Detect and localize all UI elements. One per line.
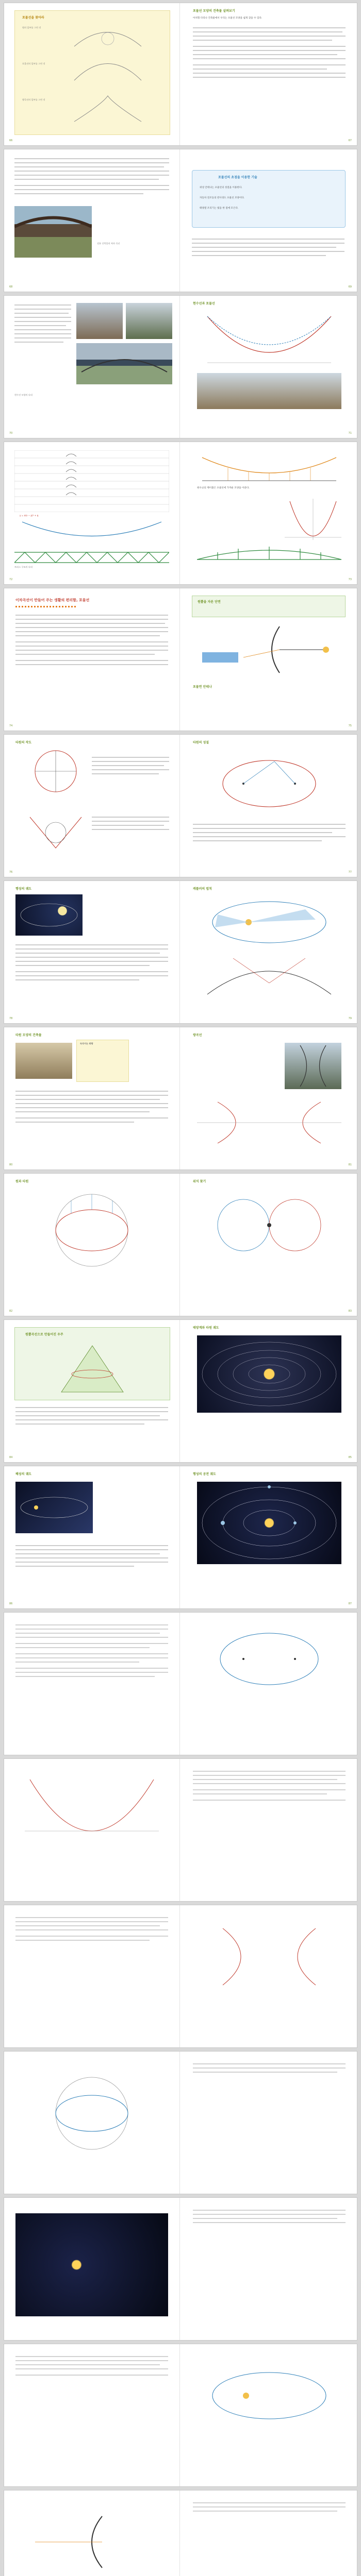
page-right [182,1613,357,1755]
kepler-diagram [202,896,336,948]
spread-18 [4,2490,357,2576]
section-heading: 원과 타원 [15,1180,29,1183]
folio: 85 [348,1456,352,1459]
spread-5 [4,588,357,731]
folio: 70 [9,432,13,435]
text-lines-decoration [15,1405,168,1442]
section-heading: 행성의 공전 궤도 [193,1472,216,1476]
folio: 69 [348,285,352,289]
folio: 81 [348,1163,352,1166]
ellipse-diagram [212,1628,326,1690]
suspension-diagram [197,452,341,483]
hyperbola-diagram [197,1099,341,1146]
space-photo [15,2213,168,2316]
section-heading: 케플러의 법칙 [193,887,212,891]
text-lines-decoration [15,1623,168,1741]
text-lines-decoration [15,2354,168,2473]
callout-title: 포물선의 초점을 이용한 기술 [218,176,257,179]
bridge-caption: 트러스 구조의 다리 [14,566,33,568]
spread-7 [4,881,357,1023]
page-72 [4,442,180,584]
folio: 84 [9,1456,13,1459]
section-heading: 현수선과 포물선 [193,302,215,306]
truss-bridge-2 [197,545,341,561]
folio: 74 [9,724,13,727]
parabola-graph [25,1774,159,1836]
hyperbola-diagram [202,1926,336,1988]
page-85 [182,1320,357,1462]
text-lines-decoration [15,613,168,690]
text-lines-decoration [15,943,168,994]
section-heading: 타원의 작도 [15,741,32,744]
section-heading: 타원의 성질 [193,741,209,744]
kepler-diagram [202,2365,336,2427]
text-lines-decoration [14,303,71,380]
folio: 87 [348,1602,352,1605]
page-right [182,2344,357,2486]
page-68 [4,149,180,292]
table-box [76,1040,129,1082]
note-text: 현수교의 케이블은 포물선에 가까운 모양을 이룬다. [197,487,250,489]
callout-item-1: 위성 안테나는 포물선의 성질을 이용한다. [200,187,242,189]
folio: 72 [9,578,13,581]
arch-bridge-photo [197,373,341,409]
spread-15 [4,2052,357,2194]
ellipse-diagram [212,755,326,812]
spread-14 [4,1905,357,2047]
page-right [182,2052,357,2194]
planet-orbits-icon [197,1335,341,1413]
quiz-item-1: 원의 일부를 그린 것 [22,26,41,29]
circle-ellipse-diagram [40,2072,143,2155]
page-86 [4,1466,180,1608]
spread-3 [4,296,357,438]
box-title: 원뿔을 자른 단면 [198,600,221,604]
text-lines-decoration [92,755,169,848]
folio: 82 [9,1310,13,1313]
callout-box [192,170,346,228]
truss-bridge-1 [14,548,169,564]
quiz-box [14,10,170,135]
planet-orbits-icon [197,1482,341,1564]
paragraph: 아치형 다리나 건축물에서 우리는 포물선 모양을 쉽게 찾을 수 있다. [193,17,262,20]
page-left [4,1613,180,1755]
page-71 [182,296,357,438]
function-table [14,450,169,512]
page-left [4,2198,180,2340]
text-lines-decoration [15,1916,168,2034]
text-lines-decoration [192,237,344,278]
folio: 75 [348,724,352,727]
page-83 [182,1174,357,1316]
page-left [4,2052,180,2194]
ellipse-construction-2 [25,807,87,853]
page-81 [182,1027,357,1170]
page-79 [182,881,357,1023]
page-66 [4,3,180,145]
page-75 [182,588,357,731]
roof-curve-icon [14,211,92,232]
page-69 [182,149,357,292]
callout-item-3: 태양열 조리기는 빛을 한 점에 모은다. [200,207,239,210]
callout-box [14,1327,170,1400]
spread-12 [4,1613,357,1755]
page-82 [4,1174,180,1316]
callout-item-2: 자동차 전조등의 반사경도 포물선 모양이다. [200,197,245,199]
folio: 73 [348,578,352,581]
page-80 [4,1027,180,1170]
spread-1 [4,3,357,145]
bridge-photo-1 [76,303,123,339]
comet-orbit-icon [15,1482,93,1533]
section-heading: 혜성의 궤도 [15,1472,32,1476]
building-photo [15,1043,72,1079]
text-lines-decoration [14,157,169,198]
folio: 68 [9,285,13,289]
page-left [4,1759,180,1901]
quiz-figure-3 [72,93,144,124]
folio: 80 [9,1163,13,1166]
spread-4 [4,442,357,584]
ellipse-construction-1 [25,748,87,794]
page-77 [182,735,357,877]
bridge-photo-2 [126,303,172,339]
info-box [192,596,346,617]
photo-caption: 현수선 모양의 다리 [14,394,33,396]
spread-13 [4,1759,357,1901]
page-73 [182,442,357,584]
table-title: 속삭이는 회랑 [80,1042,93,1045]
orbit-icon [15,894,83,936]
page-left [4,2490,180,2576]
folio: 66 [9,139,13,142]
antenna-diagram [202,621,336,678]
page-67 [182,3,357,145]
spread-10 [4,1320,357,1462]
antenna-diagram [25,2511,159,2573]
formula-label: y = a(x − p)² + q [20,514,39,517]
text-lines-decoration [193,2208,346,2327]
body-text [193,16,346,22]
text-lines-decoration [193,26,346,103]
folio: 78 [9,1017,13,1020]
page-right [182,1905,357,2047]
section-heading: 포물면 안테나 [193,685,212,689]
folio: 79 [348,1017,352,1020]
spread-16 [4,2198,357,2340]
section-heading: 포물선 모양의 건축물 살펴보기 [193,9,235,13]
folio: 83 [348,1310,352,1313]
text-lines-decoration [15,1089,168,1141]
spread-2 [4,149,357,292]
page-right [182,1759,357,1901]
section-heading: 행성의 궤도 [15,887,32,891]
page-84 [4,1320,180,1462]
chapter-heading: 이차곡선이 만들어 주는 생활의 편리함, 포물선 [15,598,90,602]
quiz-item-3: 쌍곡선의 일부를 그린 것 [22,98,45,101]
callout-title: 원뿔곡선으로 만들어진 우주 [25,1333,63,1336]
spread-6 [4,735,357,877]
quiz-title: 포물선을 찾아라 [22,16,44,20]
page-right [182,2490,357,2576]
quiz-figure-1 [72,23,144,49]
text-lines-decoration [15,1544,168,1585]
arch-curve-icon [76,352,172,373]
circle-ellipse-diagram [40,1189,143,1272]
section-heading: 태양계와 타원 궤도 [193,1326,219,1330]
page-left [4,1905,180,2047]
page-74 [4,588,180,731]
parabola-graph [20,519,164,545]
reflection-diagram [202,958,336,999]
parabola-graph-2 [285,499,341,540]
section-heading: 위치 찾기 [193,1180,206,1183]
section-heading: 쌍곡선 [193,1033,202,1037]
spread-17 [4,2344,357,2486]
folio: 86 [9,1602,13,1605]
text-lines-decoration [193,2062,346,2180]
page-87 [182,1466,357,1608]
page-70 [4,296,180,438]
text-lines-decoration [193,822,346,853]
folio: 67 [348,139,352,142]
folio: 77 [348,871,352,874]
folio: 71 [348,432,352,435]
page-right [182,2198,357,2340]
spread-11 [4,1466,357,1608]
page-78 [4,881,180,1023]
location-diagram [202,1194,336,1256]
dotted-rule [15,606,77,607]
text-lines-decoration [193,1769,346,1888]
page-left [4,2344,180,2486]
section-heading: 타원 모양의 건축물 [15,1033,42,1037]
quiz-figure-2 [72,57,144,83]
page-76 [4,735,180,877]
spread-9 [4,1174,357,1316]
cone-sections-diagram [30,1343,154,1395]
text-lines-decoration [193,2501,346,2576]
quiz-item-2: 포물선의 일부를 그린 것 [22,62,45,65]
folio: 76 [9,871,13,874]
catenary-diagram [202,311,336,368]
spread-8 [4,1027,357,1170]
hyperbola-icon [285,1043,341,1089]
photo-caption: 전통 건축물의 처마 곡선 [97,242,120,245]
